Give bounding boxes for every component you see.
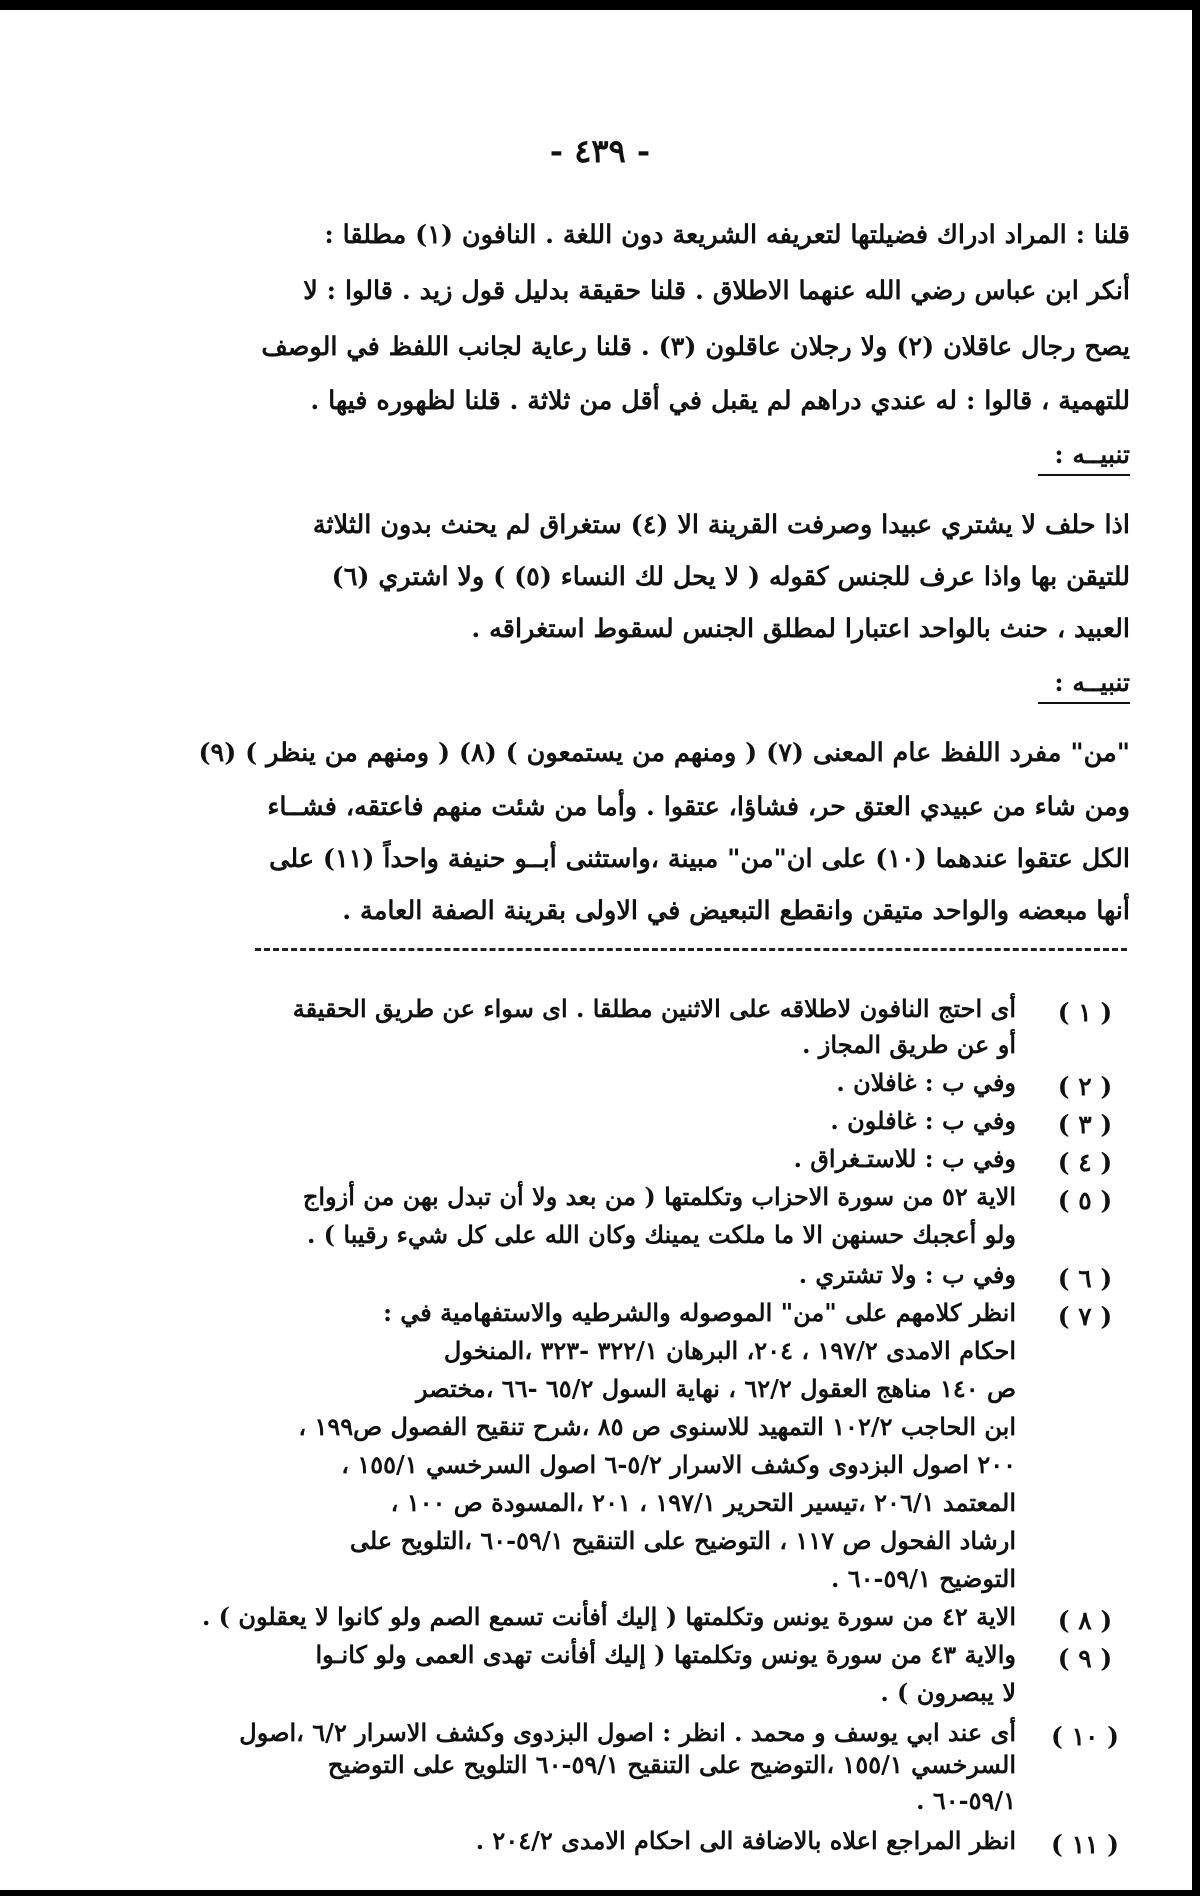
text-line: الكل عتقوا عندهما (١٠) على ان"من" مبينة ،واستثنى أبــو حنيفة واحداً (١١) على [269, 844, 1130, 874]
page-number: - ٤٣٩ - [549, 132, 651, 170]
footnote-number: ( ٧ ) [1057, 1302, 1113, 1331]
footnote-text: التوضيح ٥٩/١-٦٠ . [831, 1564, 1016, 1593]
scan-border-top [0, 0, 1200, 10]
footnote-text: ص ١٤٠ مناهج العقول ٦٢/٢ ، نهاية السول ٦٥/٢ -٦٦ ،مختصر [416, 1374, 1016, 1403]
footnote-text: وفي ب : غافلان . [836, 1068, 1016, 1097]
footnote-text: ولو أعجبك حسنهن الا ما ملكت يمينك وكان الله على كل شيء رقيبا ) . [306, 1220, 1016, 1249]
footnote-text: وفي ب : للاستـغراق . [793, 1144, 1016, 1173]
section-heading: تنبيــه : [1054, 440, 1130, 469]
text-line: اذا حلف لا يشتري عبيدا وصرفت القرينة الا (٤) ستغراق لم يحنث بدون الثلاثة [312, 510, 1130, 540]
footnote-text: أى احتج النافون لاطلاقه على الاثنين مطلقا . اى سواء عن طريق الحقيقة [292, 994, 1016, 1023]
footnote-text: السرخسي ١٥٥/١ ،التوضيح على التنقيح ٥٩/١-٦٠ التلويح على التوضيح [327, 1750, 1016, 1779]
text-line: للتهمية ، قالوا : له عندي دراهم لم يقبل في أقل من ثلاثة . قلنا لظهوره فيها . [310, 386, 1130, 416]
section-heading: تنبيــه : [1054, 668, 1130, 697]
text-line: قلنا : المراد ادراك فضيلتها لتعريفه الشريعة دون اللغة . النافون (١) مطلقا : [324, 220, 1130, 250]
footnote-number: ( ٤ ) [1057, 1148, 1113, 1177]
heading-underline [1038, 702, 1130, 704]
text-line: ومن شاء من عبيدي العتق حر، فشاؤا، عتقوا . وأما من شئت منهم فاعتقه، فشــاء [267, 792, 1130, 822]
footnote-number: ( ٩ ) [1057, 1644, 1113, 1673]
footnote-text: احكام الامدى ١٩٧/٢ ، ٢٠٤، البرهان ٣٢٢/١ -٣٢٣ ،المنخول [443, 1336, 1016, 1365]
footnote-number: ( ٦ ) [1057, 1264, 1113, 1293]
footnote-text: الاية ٥٢ من سورة الاحزاب وتكلمتها ( من بعد ولا أن تبدل بهن من أزواج [302, 1182, 1016, 1211]
heading-underline [1038, 474, 1130, 476]
footnote-text: أى عند ابي يوسف و محمد . انظر : اصول البزدوى وكشف الاسرار ٦/٢ ،اصول [239, 1718, 1016, 1747]
footnote-text: انظر المراجع اعلاه بالاضافة الى احكام الامدى ٢٠٤/٢ . [475, 1826, 1016, 1855]
footnote-number: ( ١٠ ) [1051, 1722, 1119, 1751]
footnote-number: ( ٨ ) [1057, 1606, 1113, 1635]
footnote-number: ( ٥ ) [1057, 1186, 1113, 1215]
text-line: العبيد ، حنث بالواحد اعتبارا لمطلق الجنس لسقوط استغراقه . [471, 614, 1130, 644]
text-line: أنها مبعضه والواحد متيقن وانقطع التبعيض في الاولى بقرينة الصفة العامة . [342, 896, 1130, 926]
footnote-separator [255, 948, 1127, 951]
footnote-text: لا يبصرون ) . [880, 1678, 1016, 1707]
footnote-text: أو عن طريق المجاز . [802, 1030, 1016, 1059]
text-line: يصح رجال عاقلان (٢) ولا رجلان عاقلون (٣) . قلنا رعاية لجانب اللفظ في الوصف [261, 332, 1130, 362]
footnote-text: الاية ٤٢ من سورة يونس وتكلمتها ( إليك أفأنت تسمع الصم ولو كانوا لا يعقلون ) . [201, 1602, 1016, 1631]
footnote-text: والاية ٤٣ من سورة يونس وتكلمتها ( إليك أفأنت تهدى العمى ولو كانـوا [315, 1640, 1016, 1669]
footnote-text: انظر كلامهم على "من" الموصوله والشرطيه والاستفهامية في : [383, 1298, 1016, 1327]
footnote-text: ٢٠٠ اصول البزدوى وكشف الاسرار ٥/٢-٦ اصول السرخسي ١٥٥/١ ، [341, 1450, 1016, 1479]
scan-border-bottom [0, 1890, 1200, 1896]
text-line: أنكر ابن عباس رضي الله عنهما الاطلاق . قلنا حقيقة بدليل قول زيد . قالوا : لا [303, 276, 1130, 306]
footnote-number: ( ٣ ) [1057, 1110, 1113, 1139]
footnote-number: ( ١١ ) [1051, 1830, 1119, 1859]
footnote-number: ( ١ ) [1057, 998, 1113, 1027]
footnote-text: ارشاد الفحول ص ١١٧ ، التوضيح على التنقيح ٥٩/١-٦٠ ،التلويح على [349, 1526, 1016, 1555]
footnote-text: المعتمد ٢٠٦/١ ،تيسير التحرير ١٩٧/١ ، ٢٠١ ،المسودة ص ١٠٠ ، [390, 1488, 1016, 1517]
scan-border-right [1192, 0, 1200, 1896]
text-line: للتيقن بها واذا عرف للجنس كقوله ( لا يحل لك النساء (٥) ) ولا اشتري (٦) [331, 562, 1130, 592]
footnote-number: ( ٢ ) [1057, 1072, 1113, 1101]
text-line: "من" مفرد اللفظ عام المعنى (٧) ( ومنهم من يستمعون ) (٨) ( ومنهم من ينظر ) (٩) [198, 738, 1130, 768]
footnote-text: ٥٩/١-٦٠ . [916, 1786, 1016, 1815]
footnote-text: وفي ب : ولا تشتري . [798, 1260, 1016, 1289]
footnote-text: ابن الحاجب ١٠٢/٢ التمهيد للاسنوى ص ٨٥ ،شرح تنقيح الفصول ص١٩٩ ، [298, 1412, 1016, 1441]
footnote-text: وفي ب : غافلون . [830, 1106, 1016, 1135]
